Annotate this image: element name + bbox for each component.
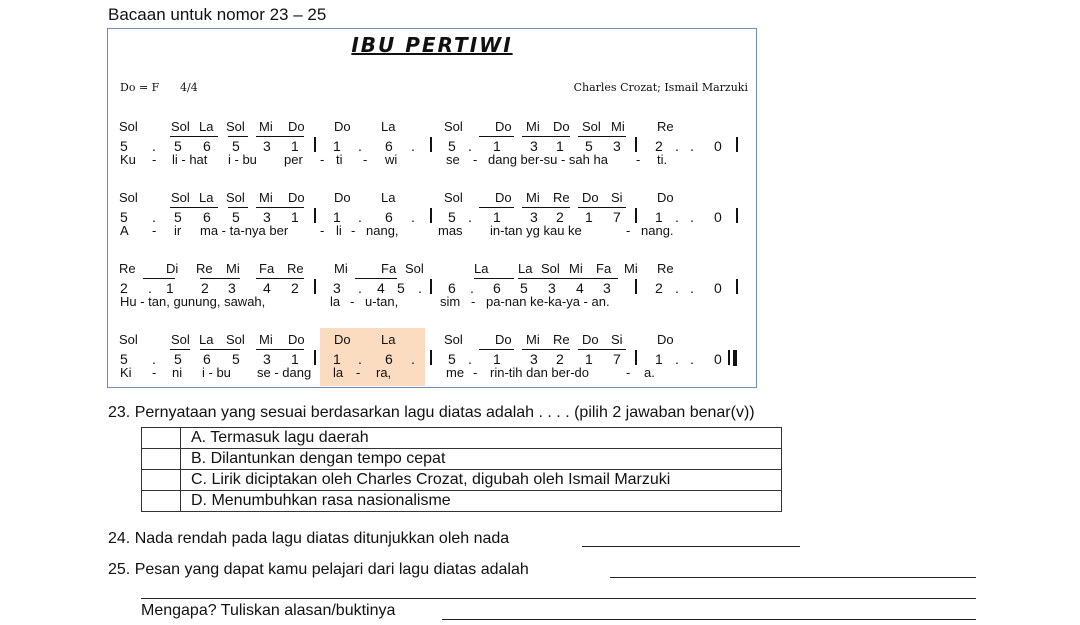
number-note: 5 (120, 138, 128, 154)
bar-line (430, 279, 432, 294)
solfa-note: Do (495, 332, 512, 347)
solfa-note: Re (553, 332, 570, 347)
number-note: . (358, 280, 362, 296)
solfa-note: Sol (541, 261, 560, 276)
lyric-syllable: - (471, 294, 476, 309)
number-note: 5 (520, 280, 528, 296)
question-24: 24. Nada rendah pada lagu diatas ditunjukkan oleh nada (108, 530, 510, 547)
lyric-syllable: - (626, 365, 631, 380)
option-row-d (142, 491, 782, 512)
number-note: 3 (228, 280, 236, 296)
solfa-note: Mi (259, 332, 273, 347)
option-row-c (142, 470, 782, 491)
number-note: 6 (385, 138, 393, 154)
solfa-note: Re (553, 190, 570, 205)
number-note: 2 (556, 351, 564, 367)
number-note: 2 (201, 280, 209, 296)
solfa-note: Mi (526, 190, 540, 205)
lyric-syllable: - (473, 152, 478, 167)
lyric-syllable: u-tan, (365, 294, 399, 309)
number-note: 3 (530, 209, 538, 225)
number-note: 1 (585, 209, 593, 225)
number-note: 1 (493, 209, 501, 225)
solfa-note: Sol (444, 119, 463, 134)
lyric-syllable: - (356, 365, 361, 380)
lyric-syllable: - (363, 152, 368, 167)
number-note: 5 (448, 138, 456, 154)
solfa-note: Re (119, 261, 136, 276)
option-row-a (142, 428, 782, 449)
solfa-note: La (199, 190, 214, 205)
song-score-box (107, 28, 757, 388)
score-line-3 (108, 261, 756, 329)
lyric-syllable: - (473, 365, 478, 380)
number-note: 1 (291, 351, 299, 367)
number-note: 5 (174, 209, 182, 225)
number-note: 2 (556, 209, 564, 225)
lyric-syllable: Ku (120, 152, 136, 167)
lyric-syllable: ra, (376, 365, 392, 380)
number-note: . (358, 209, 362, 225)
solfa-note: Re (657, 261, 674, 276)
option-b-text: B. Dilantunkan dengan tempo cepat (181, 449, 782, 470)
lyric-syllable: A (120, 223, 129, 238)
lyric-syllable: wi (385, 152, 398, 167)
bar-line (733, 350, 737, 366)
solfa-note: Mi (526, 332, 540, 347)
number-note: . (411, 209, 415, 225)
number-note: 3 (263, 209, 271, 225)
lyric-syllable: la (333, 365, 344, 380)
number-note: 1 (291, 138, 299, 154)
solfa-note: Do (495, 119, 512, 134)
lyric-syllable: Hu - tan, gunung, sawah, (120, 294, 266, 309)
number-note: 7 (613, 351, 621, 367)
number-note: 3 (603, 280, 611, 296)
bar-line (314, 279, 316, 294)
solfa-note: Mi (259, 190, 273, 205)
number-note: 2 (655, 138, 663, 154)
number-note: 6 (385, 209, 393, 225)
lyric-syllable: - (350, 294, 355, 309)
solfa-note: Sol (444, 332, 463, 347)
solfa-note: Mi (259, 119, 273, 134)
solfa-note: Fa (596, 261, 612, 276)
solfa-note: Do (553, 119, 570, 134)
number-note: 3 (613, 138, 621, 154)
number-note: . (470, 280, 474, 296)
solfa-note: Sol (171, 190, 190, 205)
number-note: . (152, 209, 156, 225)
lyric-syllable: a. (644, 365, 655, 380)
lyric-syllable: - (152, 365, 157, 380)
key-signature: Do = F (120, 81, 160, 94)
number-note: . (411, 138, 415, 154)
solfa-note: Mi (611, 119, 625, 134)
number-note: 0 (714, 209, 722, 225)
number-note: . (358, 351, 362, 367)
number-note: 1 (655, 351, 663, 367)
answer-line-25c[interactable] (442, 619, 976, 620)
number-note: . (690, 351, 694, 367)
number-note: . (675, 280, 679, 296)
option-a-text: A. Termasuk lagu daerah (181, 428, 782, 449)
lyric-syllable: rin-tih dan ber-do (490, 365, 589, 380)
number-note: . (468, 351, 472, 367)
bar-line (314, 208, 316, 223)
lyric-syllable: i - bu (228, 152, 257, 167)
number-note: 2 (655, 280, 663, 296)
number-note: 3 (530, 351, 538, 367)
solfa-note: Do (288, 332, 305, 347)
solfa-note: Mi (569, 261, 583, 276)
number-note: 3 (333, 280, 341, 296)
lyric-syllable: se (446, 152, 460, 167)
lyric-syllable: i - bu (202, 365, 231, 380)
lyric-syllable: dang ber-su - sah ha (488, 152, 608, 167)
number-note: 4 (377, 280, 385, 296)
solfa-note: Sol (405, 261, 424, 276)
lyric-syllable: in-tan yg kau ke (490, 223, 582, 238)
number-note: . (690, 209, 694, 225)
bar-line (430, 350, 432, 365)
lyric-syllable: - (636, 152, 641, 167)
solfa-note: Di (166, 261, 179, 276)
lyric-syllable: - (320, 223, 325, 238)
number-note: 5 (120, 209, 128, 225)
bar-line (635, 208, 637, 223)
solfa-note: Sol (171, 119, 190, 134)
number-note: 5 (174, 351, 182, 367)
number-note: . (675, 138, 679, 154)
lyric-syllable: me (446, 365, 465, 380)
lyric-syllable: ti (336, 152, 343, 167)
number-note: 3 (548, 280, 556, 296)
lyric-syllable: li (336, 223, 342, 238)
lyric-syllable: ma - ta-nya ber (200, 223, 289, 238)
solfa-note: Re (287, 261, 304, 276)
number-note: 5 (120, 351, 128, 367)
lyric-syllable: ir (174, 223, 182, 238)
answer-line-25b[interactable] (141, 598, 976, 599)
number-note: 1 (585, 351, 593, 367)
number-note: 5 (448, 351, 456, 367)
checkbox-cell-c[interactable] (142, 470, 181, 491)
reading-heading: Bacaan untuk nomor 23 – 25 (108, 5, 327, 24)
bar-line (430, 137, 432, 152)
score-line-1 (108, 119, 756, 187)
lyric-syllable: nang, (366, 223, 399, 238)
option-row-b (142, 449, 782, 470)
number-note: 3 (263, 351, 271, 367)
number-note: 6 (203, 209, 211, 225)
option-d-text: D. Menumbuhkan rasa nasionalisme (181, 491, 782, 512)
number-note: . (675, 351, 679, 367)
answer-line-25a[interactable] (610, 577, 976, 578)
number-note: . (152, 351, 156, 367)
number-note: 2 (120, 280, 128, 296)
number-note: 6 (385, 351, 393, 367)
solfa-note: Do (657, 332, 674, 347)
solfa-note: Sol (226, 332, 245, 347)
number-note: 1 (655, 209, 663, 225)
number-note: 3 (263, 138, 271, 154)
q23-options-table (141, 427, 782, 512)
number-note: 1 (556, 138, 564, 154)
number-note: 5 (585, 138, 593, 154)
number-note: 1 (493, 138, 501, 154)
bar-line (314, 137, 316, 152)
number-note: . (690, 138, 694, 154)
solfa-note: Mi (226, 261, 240, 276)
lyric-syllable: mas (438, 223, 463, 238)
number-note: 7 (613, 209, 621, 225)
solfa-note: La (199, 332, 214, 347)
solfa-note: Sol (444, 190, 463, 205)
solfa-note: Si (611, 190, 623, 205)
solfa-note: Do (288, 119, 305, 134)
solfa-note: Do (657, 190, 674, 205)
number-note: . (148, 280, 152, 296)
number-note: 1 (333, 138, 341, 154)
solfa-note: La (518, 261, 533, 276)
number-note: 5 (174, 138, 182, 154)
lyric-syllable: - (152, 152, 157, 167)
checkbox-cell-d[interactable] (142, 491, 181, 512)
lyric-syllable: ti. (657, 152, 668, 167)
number-note: . (675, 209, 679, 225)
lyric-syllable: li - hat (172, 152, 208, 167)
solfa-note: La (474, 261, 489, 276)
solfa-note: Do (495, 190, 512, 205)
number-note: 1 (333, 351, 341, 367)
solfa-note: Do (334, 332, 351, 347)
lyric-syllable: - (152, 223, 157, 238)
bar-line (736, 279, 738, 294)
solfa-note: La (199, 119, 214, 134)
number-note: 4 (263, 280, 271, 296)
number-note: . (358, 138, 362, 154)
number-note: 3 (530, 138, 538, 154)
score-line-2 (108, 190, 756, 258)
lyric-syllable: la (330, 294, 341, 309)
solfa-note: Mi (526, 119, 540, 134)
number-note: . (690, 280, 694, 296)
number-note: 1 (291, 209, 299, 225)
number-note: . (418, 280, 422, 296)
number-note: 2 (291, 280, 299, 296)
lyric-syllable: se - dang (257, 365, 312, 380)
bar-line (736, 208, 738, 223)
number-note: 0 (714, 138, 722, 154)
lyric-syllable: Ki (120, 365, 132, 380)
bar-line (635, 137, 637, 152)
solfa-note: Do (582, 190, 599, 205)
lyric-syllable: - (626, 223, 631, 238)
number-note: 5 (448, 209, 456, 225)
bar-line (430, 208, 432, 223)
number-note: 6 (203, 351, 211, 367)
solfa-note: Sol (171, 332, 190, 347)
bar-line (728, 350, 730, 365)
number-note: 6 (203, 138, 211, 154)
solfa-note: La (381, 332, 396, 347)
question-25: 25. Pesan yang dapat kamu pelajari dari lagu diatas adalah (108, 561, 529, 578)
solfa-note: Si (611, 332, 623, 347)
number-note: 5 (397, 280, 405, 296)
solfa-note: Mi (624, 261, 638, 276)
solfa-note: Sol (226, 119, 245, 134)
lyric-syllable: per (284, 152, 303, 167)
answer-line-24[interactable] (582, 546, 800, 547)
number-note: 0 (714, 280, 722, 296)
option-c-text: C. Lirik diciptakan oleh Charles Crozat, digubah oleh Ismail Marzuki (181, 470, 782, 491)
solfa-note: Sol (119, 119, 138, 134)
solfa-note: Do (334, 190, 351, 205)
solfa-note: Do (334, 119, 351, 134)
time-signature: 4/4 (180, 81, 198, 94)
lyric-syllable: sim (440, 294, 461, 309)
number-note: 1 (333, 209, 341, 225)
bar-line (635, 350, 637, 365)
solfa-note: Fa (259, 261, 275, 276)
bar-line (314, 350, 316, 365)
lyric-syllable: - (351, 223, 356, 238)
solfa-note: Sol (119, 190, 138, 205)
solfa-note: Re (196, 261, 213, 276)
lyric-syllable: ni (172, 365, 183, 380)
number-note: 5 (232, 351, 240, 367)
lyric-syllable: - (320, 152, 325, 167)
solfa-note: Mi (334, 261, 348, 276)
number-note: . (468, 209, 472, 225)
number-note: 4 (576, 280, 584, 296)
score-line-4 (108, 332, 756, 400)
number-note: 6 (493, 280, 501, 296)
question-25-reason: Mengapa? Tuliskan alasan/buktinya (141, 602, 396, 619)
number-note: 6 (448, 280, 456, 296)
number-note: 1 (166, 280, 174, 296)
solfa-note: Re (657, 119, 674, 134)
number-note: . (468, 138, 472, 154)
song-title: IBU PERTIWI (351, 33, 513, 57)
number-note: . (411, 351, 415, 367)
lyric-syllable: nang. (641, 223, 674, 238)
number-note: 5 (232, 138, 240, 154)
checkbox-cell-a[interactable] (142, 428, 181, 449)
checkbox-cell-b[interactable] (142, 449, 181, 470)
solfa-note: Fa (381, 261, 397, 276)
bar-line (736, 137, 738, 152)
solfa-note: Sol (226, 190, 245, 205)
solfa-note: Sol (119, 332, 138, 347)
solfa-note: La (381, 190, 396, 205)
number-note: . (152, 138, 156, 154)
composer-credit: Charles Crozat; Ismail Marzuki (573, 81, 748, 94)
number-note: 1 (493, 351, 501, 367)
question-23: 23. Pernyataan yang sesuai berdasarkan lagu diatas adalah . . . . (pilih 2 jawaban benar(v)) (108, 404, 755, 421)
bar-line (635, 279, 637, 294)
solfa-note: Sol (582, 119, 601, 134)
number-note: 0 (714, 351, 722, 367)
lyric-syllable: pa-nan ke-ka-ya - an. (486, 294, 610, 309)
solfa-note: Do (582, 332, 599, 347)
number-note: 5 (232, 209, 240, 225)
solfa-note: La (381, 119, 396, 134)
solfa-note: Do (288, 190, 305, 205)
